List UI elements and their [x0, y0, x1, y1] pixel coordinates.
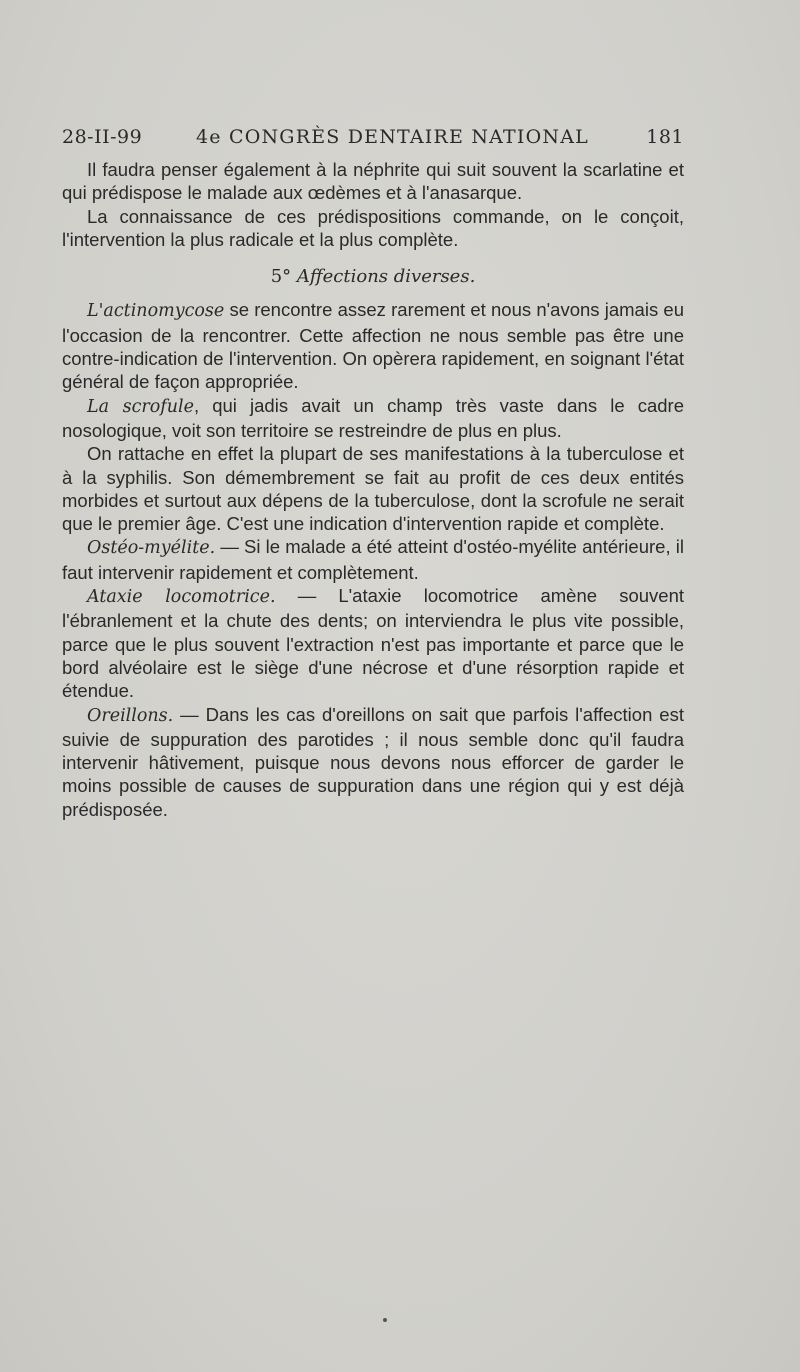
term-osteomyelite: Ostéo-myélite. — [87, 538, 216, 559]
text-ataxie: — L'ataxie locomotrice amène souvent l'ébranlement et la chute des dents; on interviendra le plus vite possible, parce que le plus souvent l'extraction n'est pas importante et parce que le bord alvéolaire est le siège d'une nécrose et d'une résorption rapide et étendue. — [62, 585, 684, 702]
header-title: 4e CONGRÈS DENTAIRE NATIONAL — [196, 126, 589, 148]
term-actinomycose: L'actinomycose — [87, 301, 225, 322]
paragraph-osteomyelite — [62, 535, 684, 584]
text-scrofule: , qui jadis avait un champ très vaste dans le cadre nosologique, voit son territoire se restreindre de plus en plus. — [62, 394, 684, 441]
section-title: Affections diverses. — [296, 266, 476, 288]
header-date: 28-II-99 — [62, 126, 143, 148]
term-oreillons: Oreillons. — [87, 705, 174, 726]
body-text — [62, 158, 684, 821]
text-osteomyelite: — Si le malade a été atteint d'ostéo-myélite antérieure, il faut intervenir rapidement et complètement. — [62, 536, 684, 583]
paragraph-predispositions: La connaissance de ces prédispositions commande, on le conçoit, l'intervention la plus radicale et la plus complète. — [62, 205, 684, 250]
paragraph-actinomycose — [62, 298, 684, 393]
paragraph-ataxie — [62, 584, 684, 702]
paragraph-tuberculose: On rattache en effet la plupart de ses manifestations à la tuberculose et à la syphilis. Son démembrement se fait au profit de ces deux entités morbides et surtout aux dépens de la tuberculose, dont la scrofule ne serait que le premier âge. C'est une indication d'intervention rapide et complète. — [62, 443, 684, 535]
running-header — [62, 126, 684, 156]
paragraph-scrofule — [62, 394, 684, 443]
term-ataxie: Ataxie locomotrice. — [87, 587, 276, 608]
section-number: 5° — [270, 266, 292, 288]
paragraph-nephrite: Il faudra penser également à la néphrite qui suit souvent la scarlatine et qui prédispose le malade aux œdèmes et à l'anasarque. — [62, 159, 684, 204]
page-number: 181 — [646, 126, 684, 148]
section-heading — [62, 265, 684, 288]
term-scrofule: La scrofule — [87, 396, 194, 417]
paragraph-oreillons — [62, 703, 684, 821]
ink-speck — [383, 1318, 387, 1322]
text-actinomycose: se rencontre assez rarement et nous n'avons jamais eu l'occasion de la rencontrer. Cette affection ne nous semble pas être une contre-indication de l'intervention. On opèrera rapidement, en soignant l'état général de façon appropriée. — [62, 299, 684, 393]
text-oreillons: — Dans les cas d'oreillons on sait que parfois l'affection est suivie de suppuration des parotides ; il nous semble donc qu'il faudra intervenir hâtivement, puisque nous devons nous efforcer de garder le moins possible de causes de suppuration dans une région qui y est déjà prédisposée. — [62, 703, 684, 820]
